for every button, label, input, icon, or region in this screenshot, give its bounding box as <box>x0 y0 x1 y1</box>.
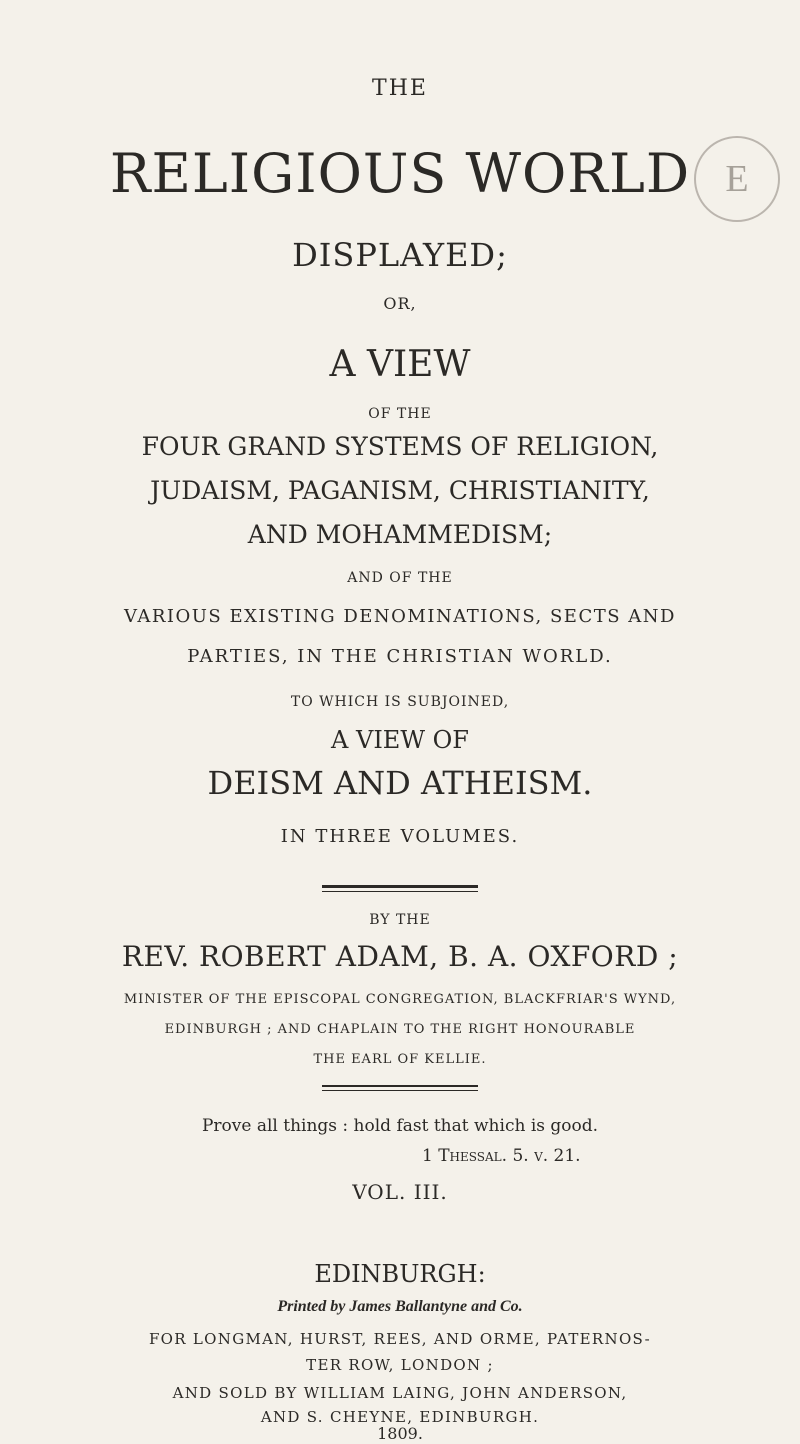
epigraph-citation: 1 Thessal. 5. v. 21. <box>422 1146 581 1166</box>
publishers-line-1: FOR LONGMAN, HURST, REES, AND ORME, PATERNOS- <box>148 1330 652 1348</box>
title-of-the: OF THE <box>368 406 432 422</box>
imprint-place: EDINBURGH: <box>314 1260 486 1288</box>
by-the: BY THE <box>369 912 431 928</box>
deism-line: DEISM AND ATHEISM. <box>207 764 593 802</box>
main-title: RELIGIOUS WORLD <box>109 142 691 205</box>
and-of-the: AND OF THE <box>347 570 453 586</box>
minister-line: MINISTER OF THE EPISCOPAL CONGREGATION, BLACKFRIAR'S WYND, <box>123 992 677 1007</box>
publishers-line-2: TER ROW, LONDON ; <box>306 1356 494 1374</box>
volume-number: VOL. III. <box>352 1180 448 1204</box>
title-or: OR, <box>383 294 417 313</box>
lower-double-rule-thin <box>322 1090 478 1091</box>
title-the: THE <box>372 76 428 101</box>
denominations-line: VARIOUS EXISTING DENOMINATIONS, SECTS AND <box>124 606 676 627</box>
religions-line: JUDAISM, PAGANISM, CHRISTIANITY, <box>150 476 650 505</box>
lower-double-rule <box>322 1085 478 1087</box>
title-displayed: DISPLAYED; <box>292 236 508 274</box>
subjoined-line: TO WHICH IS SUBJOINED, <box>290 694 510 710</box>
sellers-line-1: AND SOLD BY WILLIAM LAING, JOHN ANDERSON, <box>172 1384 628 1402</box>
upper-double-rule <box>322 885 478 888</box>
stamp-letter: E <box>725 158 749 200</box>
earl-line: THE EARL OF KELLIE. <box>313 1052 487 1067</box>
upper-double-rule-thin <box>322 891 478 892</box>
author-line: REV. ROBERT ADAM, B. A. OXFORD ; <box>121 940 679 973</box>
parties-line: PARTIES, IN THE CHRISTIAN WORLD. <box>187 646 613 667</box>
systems-line: FOUR GRAND SYSTEMS OF RELIGION, <box>141 432 659 461</box>
a-view-of: A VIEW OF <box>331 726 469 754</box>
title-a-view: A VIEW <box>329 344 471 385</box>
mohammedism-line: AND MOHAMMEDISM; <box>247 520 553 549</box>
epigraph: Prove all things : hold fast that which is good. <box>201 1116 599 1136</box>
sellers-line-2: AND S. CHEYNE, EDINBURGH. <box>260 1408 540 1426</box>
publication-year: 1809. <box>377 1424 423 1443</box>
volumes-line: IN THREE VOLUMES. <box>280 826 520 847</box>
library-stamp-icon <box>694 136 780 222</box>
edinburgh-chaplain-line: EDINBURGH ; AND CHAPLAIN TO THE RIGHT HONOURABLE <box>164 1022 636 1037</box>
printer-line: Printed by James Ballantyne and Co. <box>277 1298 523 1315</box>
